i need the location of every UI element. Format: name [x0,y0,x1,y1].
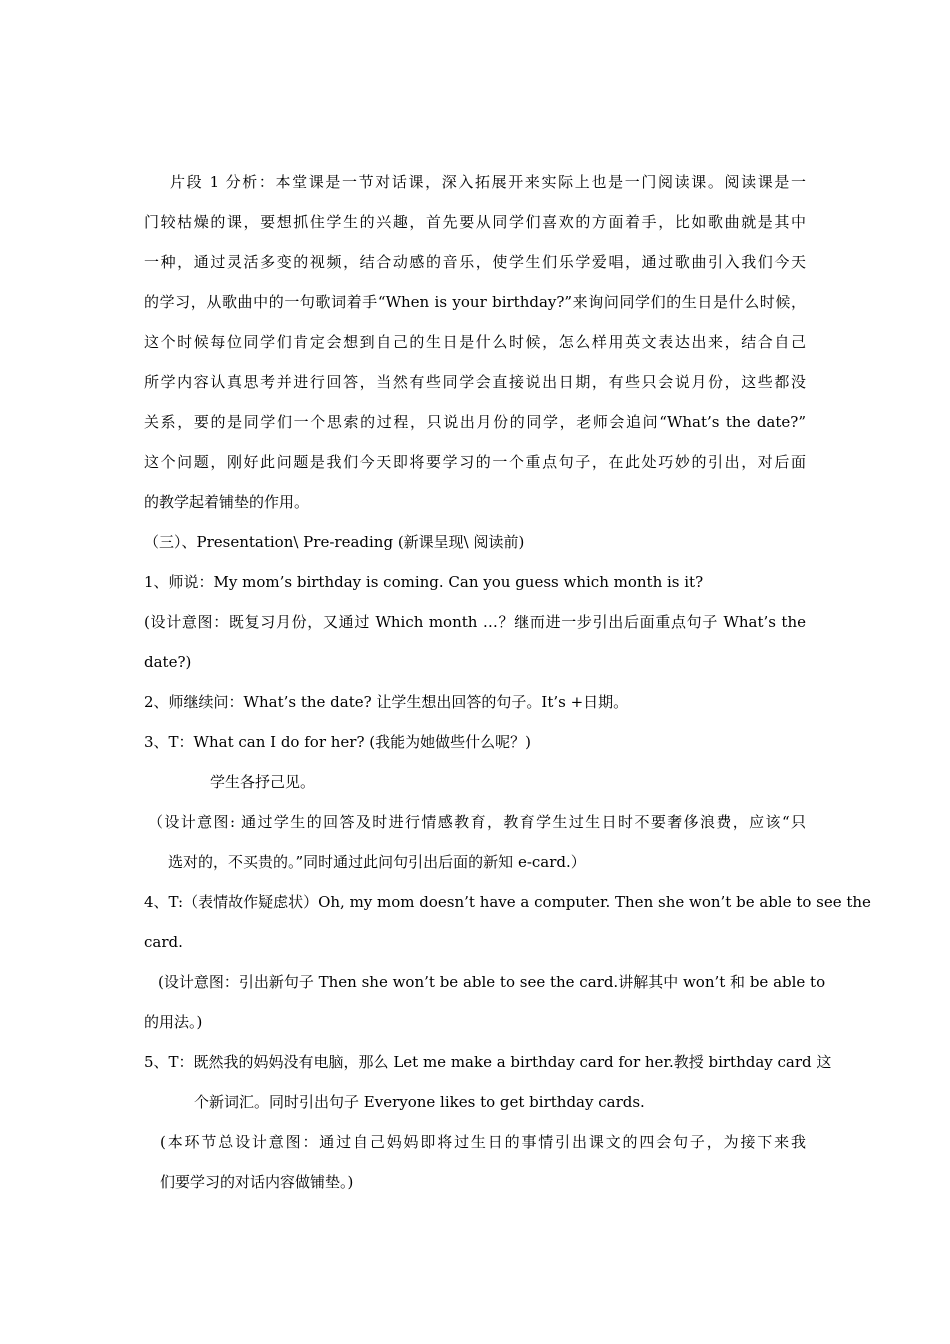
text-line: 一种，通过灵活多变的视频，结合动感的音乐，使学生们乐学爱唱，通过歌曲引入我们今天 [144,253,806,271]
text-line: （设计意图: 通过学生的回答及时进行情感教育，教育学生过生日时不要奢侈浪费，应该“只 [148,813,806,831]
text-line: 门较枯燥的课，要想抓住学生的兴趣，首先要从同学们喜欢的方面着手，比如歌曲就是其中 [144,213,806,231]
text-line: 的学习，从歌曲中的一句歌词着手“When is your birthday?”来询问同学们的生日是什么时候， [144,293,806,311]
text-line: 所学内容认真思考并进行回答，当然有些同学会直接说出日期，有些只会说月份，这些都没 [144,373,806,391]
text-line: (设计意图：引出新句子 Then she won’t be able to see the card.讲解其中 won’t 和 be able to [158,973,826,991]
text-line: (设计意图：既复习月份，又通过 Which month …？继而进一步引出后面重点句子 What’s the [144,613,806,631]
text-line: 个新词汇。同时引出句子 Everyone likes to get birthday cards. [194,1093,645,1111]
text-line: 这个时候每位同学们肯定会想到自己的生日是什么时候，怎么样用英文表达出来，结合自己 [144,333,806,351]
text-line: 选对的，不买贵的。”同时通过此问句引出后面的新知 e-card.） [168,853,586,871]
text-line: 关系，要的是同学们一个思索的过程，只说出月份的同学，老师会追问“What’s the date?” [144,413,806,431]
text-line: 4、T:（表情故作疑虑状）Oh, my mom doesn’t have a computer. Then she won’t be able to see the [144,893,871,911]
text-line: 片段 1 分析：本堂课是一节对话课，深入拓展开来实际上也是一门阅读课。阅读课是一 [170,173,806,191]
section-heading: （三）、Presentation\ Pre-reading (新课呈现\ 阅读前) [144,533,525,551]
text-line: (本环节总设计意图：通过自己妈妈即将过生日的事情引出课文的四会句子，为接下来我 [160,1133,806,1151]
text-line: 2、师继续问：What’s the date? 让学生想出回答的句子。It’s +日期。 [144,693,629,711]
text-line: 的用法。) [144,1013,203,1031]
text-line: 3、T：What can I do for her? (我能为她做些什么呢？) [144,733,531,751]
text-line: 1、师说：My mom’s birthday is coming. Can you guess which month is it? [144,573,704,591]
text-line: date?) [144,653,192,671]
text-line: 这个问题，刚好此问题是我们今天即将要学习的一个重点句子，在此处巧妙的引出，对后面 [144,453,806,471]
text-line: 们要学习的对话内容做铺垫。) [160,1173,354,1191]
text-line: 5、T：既然我的妈妈没有电脑，那么 Let me make a birthday card for her.教授 birthday card 这 [144,1053,832,1071]
text-line: card. [144,933,183,951]
text-line: 学生各抒己见。 [210,773,316,791]
text-line: 的教学起着铺垫的作用。 [144,493,310,511]
